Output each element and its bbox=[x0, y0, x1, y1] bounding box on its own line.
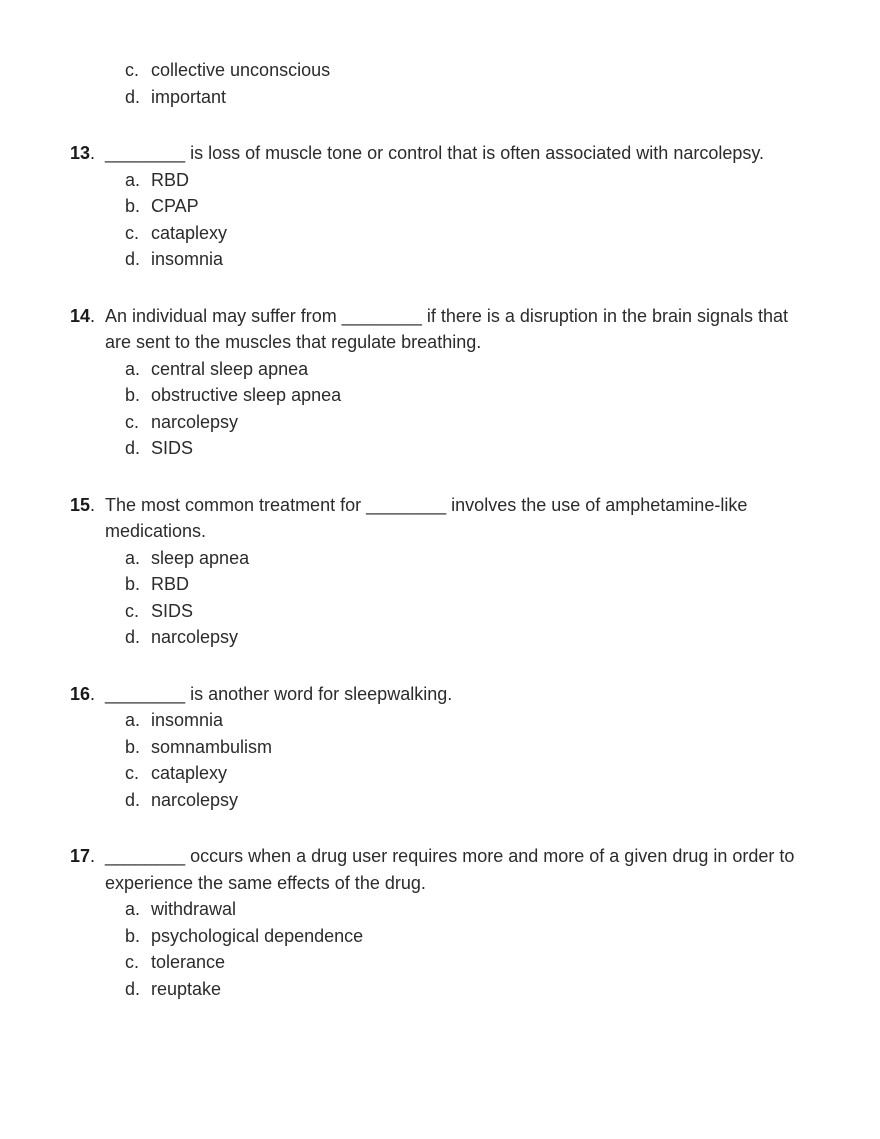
option-text: cataplexy bbox=[151, 763, 228, 783]
question-text: The most common treatment for ________ involves the use of amphetamine-like medications. bbox=[105, 494, 748, 541]
option-text: RBD bbox=[151, 169, 190, 190]
option-list bbox=[0, 356, 880, 462]
option-letter: d. bbox=[125, 978, 141, 999]
option-letter: a. bbox=[125, 710, 141, 730]
question-13 bbox=[0, 140, 880, 273]
option-d bbox=[0, 976, 880, 1003]
question-text: An individual may suffer from ________ if there is a disruption in the brain signals that are sent to the muscles that regulate breathing. bbox=[105, 305, 789, 352]
question-14 bbox=[0, 303, 880, 462]
option-c bbox=[0, 760, 880, 787]
question-number-dot: . bbox=[90, 846, 96, 866]
question-number-value: 15 bbox=[70, 494, 91, 515]
option-d bbox=[0, 435, 880, 462]
option-list bbox=[0, 545, 880, 651]
option-c bbox=[0, 598, 880, 625]
option-letter: a. bbox=[125, 169, 141, 190]
question-number bbox=[70, 492, 95, 519]
option-text: cataplexy bbox=[151, 222, 228, 243]
question-stem bbox=[0, 303, 880, 356]
option-text: insomnia bbox=[151, 249, 224, 269]
question-number-dot: . bbox=[90, 305, 96, 326]
option-text: insomnia bbox=[151, 710, 224, 730]
question-number-value: 13 bbox=[70, 143, 91, 163]
question-number bbox=[70, 681, 95, 708]
carryover-option-d bbox=[0, 84, 880, 111]
option-letter: a. bbox=[125, 358, 141, 379]
option-a bbox=[0, 356, 880, 383]
option-letter: c. bbox=[125, 952, 140, 972]
option-letter: b. bbox=[125, 925, 141, 946]
option-text: CPAP bbox=[151, 196, 199, 216]
option-letter: c. bbox=[125, 222, 140, 243]
question-15 bbox=[0, 492, 880, 651]
option-text: somnambulism bbox=[151, 736, 273, 757]
question-number-value: 16 bbox=[70, 683, 91, 704]
question-stem bbox=[0, 843, 880, 896]
option-text: obstructive sleep apnea bbox=[151, 385, 342, 405]
option-letter: b. bbox=[125, 574, 141, 594]
question-stem bbox=[0, 140, 880, 167]
option-b bbox=[0, 923, 880, 950]
option-d bbox=[0, 787, 880, 814]
question-16 bbox=[0, 681, 880, 814]
question-stem bbox=[0, 681, 880, 708]
carryover-option-c bbox=[0, 57, 880, 84]
question-number bbox=[70, 843, 95, 870]
option-a bbox=[0, 707, 880, 734]
option-text: narcolepsy bbox=[151, 789, 239, 810]
option-letter: d. bbox=[125, 86, 141, 107]
option-text: narcolepsy bbox=[151, 627, 239, 647]
option-text: central sleep apnea bbox=[151, 358, 309, 379]
option-text: important bbox=[151, 86, 227, 107]
question-text: ________ occurs when a drug user requires more and more of a given drug in order to experience the same effects of the drug. bbox=[105, 846, 795, 893]
question-number-value: 14 bbox=[70, 305, 91, 326]
option-b bbox=[0, 571, 880, 598]
option-list bbox=[0, 896, 880, 1002]
option-letter: c. bbox=[125, 411, 140, 432]
option-letter: a. bbox=[125, 899, 141, 919]
question-number-dot: . bbox=[90, 683, 96, 704]
question-number-value: 17 bbox=[70, 846, 91, 866]
option-a bbox=[0, 167, 880, 194]
question-number-dot: . bbox=[90, 494, 96, 515]
option-text: sleep apnea bbox=[151, 547, 250, 568]
option-letter: d. bbox=[125, 627, 141, 647]
question-number bbox=[70, 140, 95, 167]
option-c bbox=[0, 949, 880, 976]
option-text: SIDS bbox=[151, 600, 194, 621]
option-c bbox=[0, 220, 880, 247]
option-text: narcolepsy bbox=[151, 411, 239, 432]
option-a bbox=[0, 545, 880, 572]
question-number bbox=[70, 303, 95, 330]
question-text: ________ is another word for sleepwalking. bbox=[105, 683, 453, 704]
document-page bbox=[0, 57, 880, 1002]
option-letter: b. bbox=[125, 196, 141, 216]
option-b bbox=[0, 734, 880, 761]
option-text: psychological dependence bbox=[151, 925, 364, 946]
option-letter: d. bbox=[125, 789, 141, 810]
option-d bbox=[0, 246, 880, 273]
option-c bbox=[0, 409, 880, 436]
option-b bbox=[0, 382, 880, 409]
question-text: ________ is loss of muscle tone or control that is often associated with narcolepsy. bbox=[105, 143, 765, 163]
option-a bbox=[0, 896, 880, 923]
option-list bbox=[0, 707, 880, 813]
option-text: reuptake bbox=[151, 978, 222, 999]
option-list bbox=[0, 167, 880, 273]
option-letter: c. bbox=[125, 60, 140, 80]
option-letter: b. bbox=[125, 736, 141, 757]
option-text: withdrawal bbox=[151, 899, 237, 919]
question-number-dot: . bbox=[90, 143, 96, 163]
question-17 bbox=[0, 843, 880, 1002]
option-letter: b. bbox=[125, 385, 141, 405]
option-letter: c. bbox=[125, 600, 140, 621]
option-text: collective unconscious bbox=[151, 60, 331, 80]
option-text: RBD bbox=[151, 574, 190, 594]
carryover-option-list bbox=[0, 57, 880, 110]
option-text: tolerance bbox=[151, 952, 226, 972]
option-letter: c. bbox=[125, 763, 140, 783]
option-text: SIDS bbox=[151, 438, 194, 458]
option-letter: a. bbox=[125, 547, 141, 568]
option-b bbox=[0, 193, 880, 220]
option-letter: d. bbox=[125, 438, 141, 458]
option-letter: d. bbox=[125, 249, 141, 269]
option-d bbox=[0, 624, 880, 651]
question-stem bbox=[0, 492, 880, 545]
